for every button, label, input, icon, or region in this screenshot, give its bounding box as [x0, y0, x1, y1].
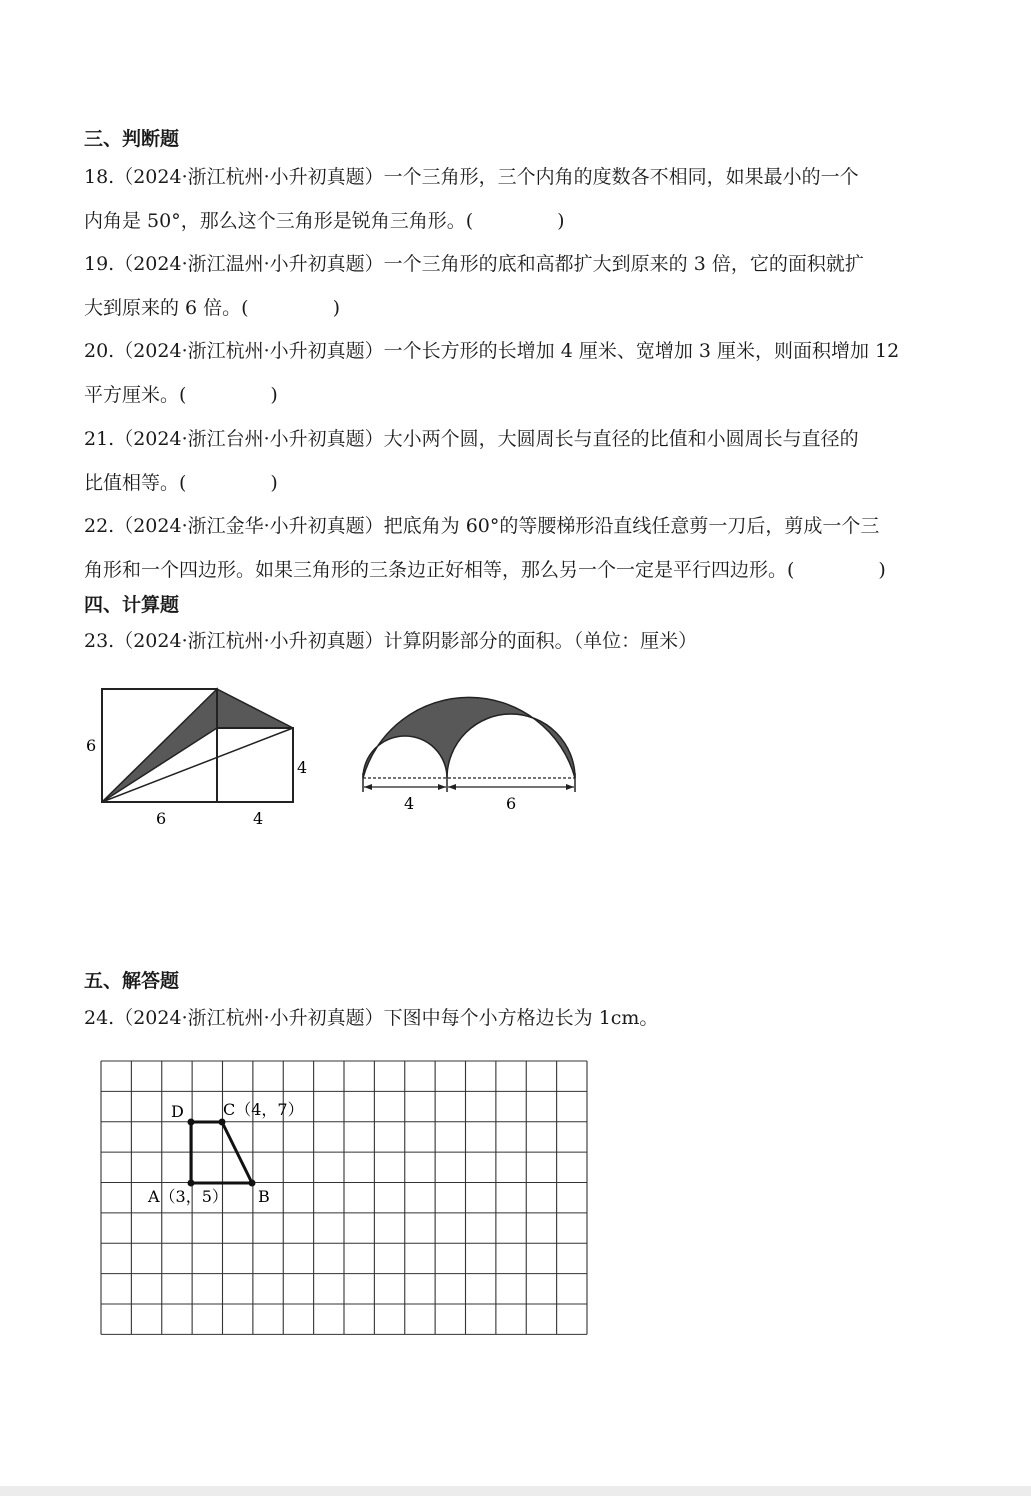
shaded-triangle-small [217, 689, 293, 728]
label-point-a: A（3，5） [148, 1187, 228, 1206]
section-heading-calculation: 四、计算题 [84, 594, 180, 616]
point-d [188, 1119, 195, 1126]
page-bottom-edge [0, 1486, 1031, 1496]
label-left-6: 6 [86, 736, 97, 755]
question-24: 24.（2024·浙江杭州·小升初真题）下图中每个小方格边长为 1cm。 [84, 1007, 659, 1029]
answer-close-22: ) [878, 559, 886, 581]
section-heading-judgement: 三、判断题 [84, 128, 180, 150]
point-c [219, 1119, 226, 1126]
question-19-line2 [84, 293, 340, 320]
question-22-line1: 22.（2024·浙江金华·小升初真题）把底角为 60°的等腰梯形沿直线任意剪一刀后，剪成一个三 [84, 515, 880, 537]
question-18-text: 内角是 50°，那么这个三角形是锐角三角形。( [84, 210, 474, 232]
label-point-b: B [258, 1187, 270, 1206]
section-heading-answer: 五、解答题 [84, 970, 180, 992]
label-bottom-4: 4 [253, 809, 264, 828]
shaded-semicircle-region [363, 697, 575, 778]
question-22-line2 [84, 555, 886, 582]
point-a [188, 1180, 195, 1187]
label-right-4: 4 [297, 758, 308, 777]
question-19-line1: 19.（2024·浙江温州·小升初真题）一个三角形的底和高都扩大到原来的 3 倍，它的面积就扩 [84, 253, 864, 275]
arrow-large-right-icon [566, 784, 574, 790]
question-20-text: 平方厘米。( [84, 384, 187, 406]
question-22-text: 角形和一个四边形。如果三角形的三条边正好相等，那么另一个一定是平行四边形。( [84, 559, 795, 581]
question-21-line1: 21.（2024·浙江台州·小升初真题）大小两个圆，大圆周长与直径的比值和小圆周长与直径的 [84, 428, 859, 450]
question-18-line2 [84, 206, 565, 233]
question-19-text: 大到原来的 6 倍。( [84, 297, 249, 319]
answer-close-19: ) [332, 297, 341, 319]
label-diameter-6: 6 [506, 794, 517, 813]
figure-semicircles [355, 660, 585, 820]
arrow-small-left-icon [364, 784, 372, 790]
question-21-line2 [84, 468, 278, 495]
question-23: 23.（2024·浙江杭州·小升初真题）计算阴影部分的面积。（单位：厘米） [84, 630, 698, 652]
question-18-line1: 18.（2024·浙江杭州·小升初真题）一个三角形，三个内角的度数各不相同，如果最小的一个 [84, 166, 859, 188]
square-4x4 [217, 728, 293, 802]
arrow-large-left-icon [448, 784, 456, 790]
label-point-d: D [171, 1102, 184, 1121]
answer-close-20: ) [270, 384, 278, 406]
question-20-line1: 20.（2024·浙江杭州·小升初真题）一个长方形的长增加 4 厘米、宽增加 3 厘米，则面积增加 12 [84, 340, 900, 362]
arrow-small-right-icon [438, 784, 446, 790]
answer-close-21: ) [270, 472, 278, 494]
point-b [249, 1180, 256, 1187]
figure-rectangles [80, 680, 320, 835]
answer-close-18: ) [557, 210, 565, 232]
question-21-text: 比值相等。( [84, 472, 187, 494]
label-point-c: C（4，7） [223, 1100, 304, 1119]
label-bottom-6: 6 [156, 809, 167, 828]
question-20-line2 [84, 380, 278, 407]
shaded-triangle-large [102, 689, 217, 802]
label-diameter-4: 4 [404, 794, 415, 813]
grid-figure [95, 1055, 595, 1345]
